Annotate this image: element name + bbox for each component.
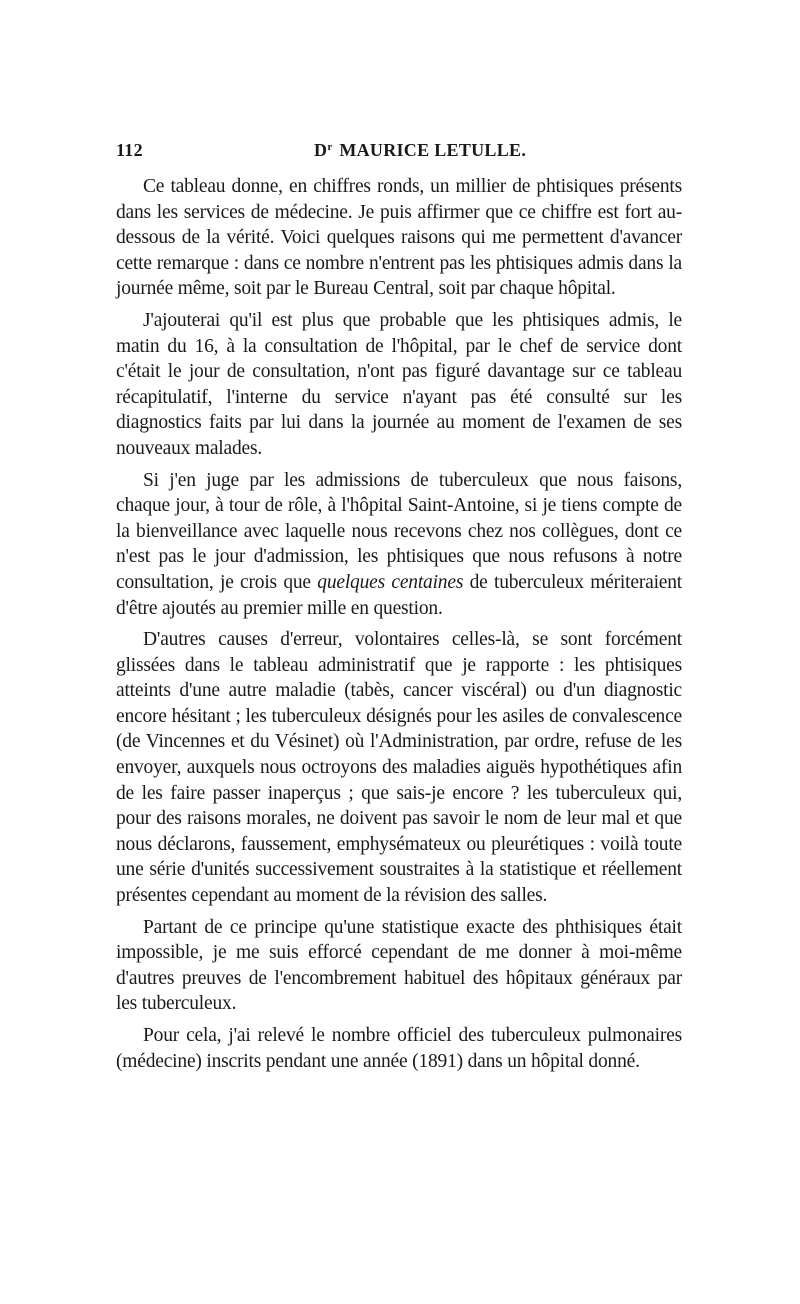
author-superscript: r bbox=[327, 141, 333, 153]
paragraph-text: Si j'en juge par les admissions de tuberculeux que nous faisons, chaque jour, à tour de rôle, à l'hôpital Saint-Antoine, si je tiens compte de la bienveillance avec laquelle nous recevons chez nos collègues, dont ce n'est pas le jour d'admission, les phtisiques que nous refusons à notre consultation, je crois que bbox=[116, 469, 682, 593]
running-head bbox=[116, 140, 682, 166]
paragraph: Pour cela, j'ai relevé le nombre officiel des tuberculeux pulmonaires (médecine) inscrits pendant une année (1891) dans un hôpital donné. bbox=[116, 1025, 682, 1072]
paragraph: D'autres causes d'erreur, volontaires celles-là, se sont forcément glissées dans le tableau administratif que je rapporte : les phtisiques atteints d'une autre maladie (tabès, cancer viscéral) ou d'un diagnostic encore hésitant ; les tuberculeux désignés pour les asiles de convalescence (de Vincennes et du Vésinet) où l'Administration, par ordre, refuse de les envoyer, auxquels nous octroyons des maladies aiguës hypothétiques afin de les faire passer inaperçus ; que sais-je encore ? les tuberculeux qui, pour des raisons morales, ne doivent pas savoir le nom de leur mal et que nous déclarons, faussement, emphysémateux ou pleurétiques : voilà toute une série d'unités successivement soustraites à la statistique et réellement présentes cependant au moment de la révision des salles. bbox=[116, 629, 682, 907]
running-title bbox=[314, 140, 526, 161]
paragraph: Ce tableau donne, en chiffres ronds, un millier de phtisiques présents dans les services de médecine. Je puis affirmer que ce chiffre est fort au-dessous de la vérité. Voici quelques raisons qui me permettent d'avancer cette remarque : dans ce nombre n'entrent pas les phtisiques admis dans la journée même, soit par le Bureau Central, soit par chaque hôpital. bbox=[116, 176, 682, 300]
author-name: MAURICE LETULLE. bbox=[339, 140, 527, 160]
paragraph-text: de tuberculeux mériteraient d'être ajoutés au premier mille en question. bbox=[116, 571, 683, 619]
paragraph: Partant de ce principe qu'une statistique exacte des phthisiques était impossible, je me suis efforcé cependant de me donner à moi-même d'autres preuves de l'encombrement habituel des hôpitaux généraux par les tuberculeux. bbox=[116, 916, 682, 1015]
page-number: 112 bbox=[116, 140, 143, 160]
book-page bbox=[116, 140, 682, 1080]
paragraph bbox=[116, 468, 682, 622]
author-prefix: D bbox=[314, 140, 328, 160]
paragraph: J'ajouterai qu'il est plus que probable que les phtisiques admis, le matin du 16, à la consultation de l'hôpital, par le chef de service dont c'était le jour de consultation, n'ont pas figuré davantage sur ce tableau récapitulatif, l'interne du service n'ayant pas été consulté sur les diagnostics faits par lui dans la journée au moment de l'examen de ses nouveaux malades. bbox=[116, 309, 682, 459]
emphasized-text: quelques centaines bbox=[317, 571, 464, 593]
body-text bbox=[116, 174, 682, 1074]
